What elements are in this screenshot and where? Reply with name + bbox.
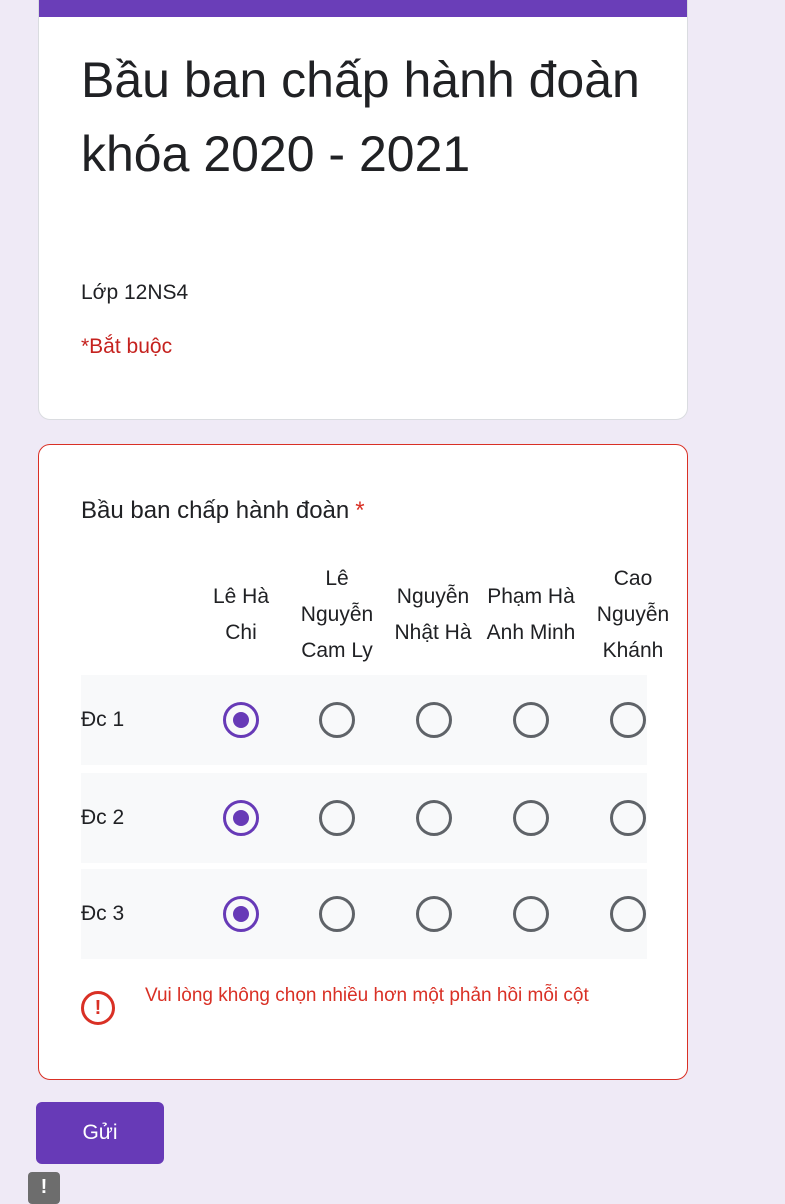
error-circle-icon: ! bbox=[81, 991, 115, 1025]
radio-button[interactable] bbox=[319, 800, 355, 836]
question-card bbox=[38, 444, 688, 1080]
radio-button[interactable] bbox=[610, 800, 646, 836]
radio-button[interactable] bbox=[319, 896, 355, 932]
question-title bbox=[81, 497, 365, 525]
column-header: Lê Hà Chi bbox=[212, 585, 270, 644]
row-label: Đc 1 bbox=[81, 708, 125, 731]
column-header: Lê Nguyễn Cam Ly bbox=[300, 567, 374, 662]
radio-button[interactable] bbox=[223, 896, 259, 932]
column-header: Phạm Hà Anh Minh bbox=[486, 585, 576, 644]
radio-button[interactable] bbox=[513, 896, 549, 932]
grid-row bbox=[81, 773, 647, 863]
question-title-text: Bầu ban chấp hành đoàn bbox=[81, 497, 350, 524]
choice-grid bbox=[81, 563, 670, 963]
error-message: Vui lòng không chọn nhiều hơn một phản hồi mỗi cột bbox=[145, 985, 589, 1006]
row-label: Đc 3 bbox=[81, 902, 125, 925]
radio-button[interactable] bbox=[223, 702, 259, 738]
radio-button[interactable] bbox=[223, 800, 259, 836]
column-header bbox=[585, 563, 785, 667]
required-asterisk: * bbox=[355, 497, 365, 524]
report-icon[interactable]: ! bbox=[28, 1172, 60, 1204]
radio-button[interactable] bbox=[610, 702, 646, 738]
radio-button[interactable] bbox=[610, 896, 646, 932]
row-label: Đc 2 bbox=[81, 806, 125, 829]
header-accent-bar bbox=[39, 0, 687, 17]
radio-button[interactable] bbox=[513, 800, 549, 836]
form-description: Lớp 12NS4 bbox=[81, 281, 189, 304]
column-header: Nguyễn Nhật Hà bbox=[394, 585, 472, 644]
radio-button[interactable] bbox=[416, 896, 452, 932]
column-header-text: Cao Nguyễn Khánh bbox=[596, 567, 670, 662]
grid-row bbox=[81, 869, 647, 959]
form-title: Bầu ban chấp hành đoàn khóa 2020 - 2021 bbox=[81, 52, 640, 182]
required-note: *Bắt buộc bbox=[81, 335, 173, 358]
radio-button[interactable] bbox=[513, 702, 549, 738]
form-header-card bbox=[38, 0, 688, 420]
submit-button[interactable]: Gửi bbox=[36, 1102, 164, 1164]
radio-button[interactable] bbox=[319, 702, 355, 738]
grid-row bbox=[81, 675, 647, 765]
radio-button[interactable] bbox=[416, 702, 452, 738]
radio-button[interactable] bbox=[416, 800, 452, 836]
